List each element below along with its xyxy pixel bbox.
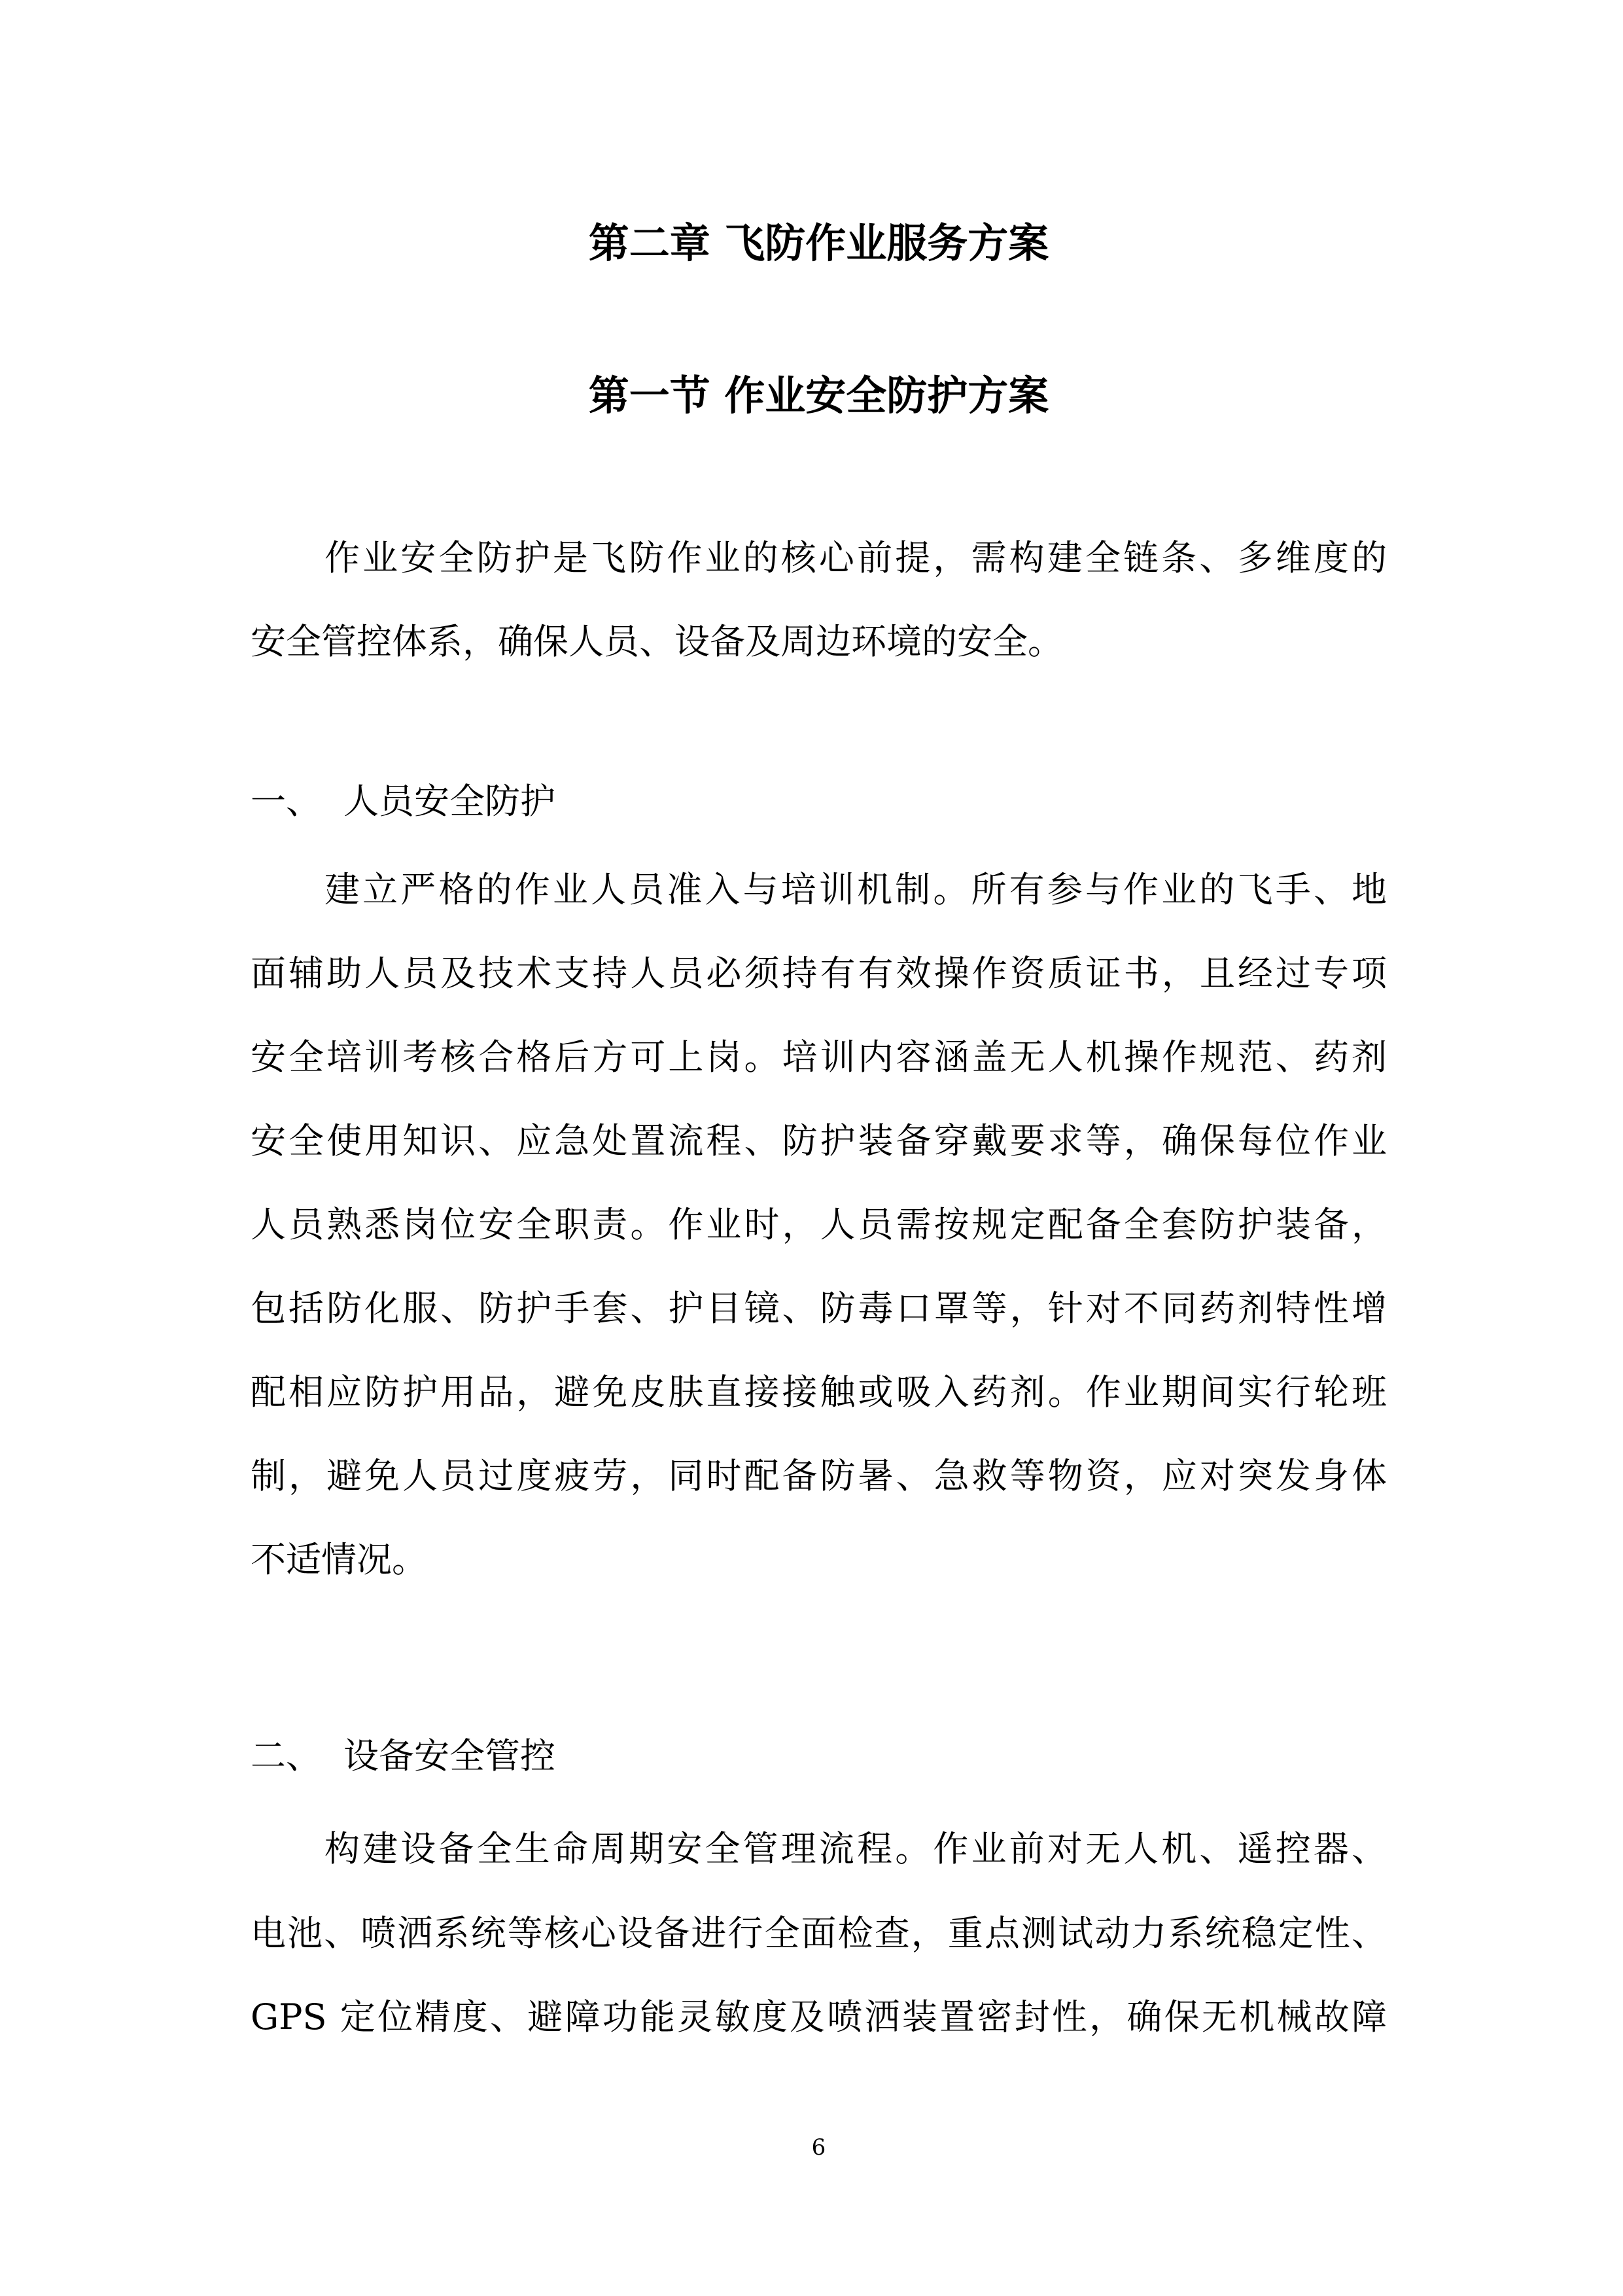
section-title: 第一节 作业安全防护方案 [588, 372, 1049, 419]
section-heading-text: 人员安全防护 [343, 781, 555, 822]
paragraph-line: 安全培训考核合格后方可上岗。培训内容涵盖无人机操作规范、药剂 [251, 1036, 1387, 1078]
page-number: 6 [811, 2134, 826, 2161]
paragraph-line: 制，避免人员过度疲劳，同时配备防暑、急救等物资，应对突发身体 [251, 1455, 1387, 1496]
paragraph-line: 电池、喷洒系统等核心设备进行全面检查，重点测试动力系统稳定性、 [251, 1913, 1387, 1954]
section-heading-text: 设备安全管控 [343, 1735, 555, 1776]
paragraph-line: 安全使用知识、应急处置流程、防护装备穿戴要求等，确保每位作业 [251, 1120, 1387, 1161]
section-number: 二、 [251, 1735, 321, 1776]
section-heading-2 [251, 1723, 1387, 1789]
paragraph-line: 配相应防护用品，避免皮肤直接接触或吸入药剂。作业期间实行轮班 [251, 1371, 1387, 1413]
paragraph-line: 人员熟悉岗位安全职责。作业时，人员需按规定配备全套防护装备， [251, 1204, 1387, 1245]
paragraph-line: 作业安全防护是飞防作业的核心前提，需构建全链条、多维度的 [324, 537, 1387, 578]
paragraph-line: GPS 定位精度、避障功能灵敏度及喷洒装置密封性，确保无机械故障 [251, 1996, 1387, 2038]
paragraph-line: 不适情况。 [251, 1539, 427, 1580]
paragraph-line: 包括防化服、防护手套、护目镜、防毒口罩等，针对不同药剂特性增 [251, 1288, 1387, 1329]
paragraph-line: 构建设备全生命周期安全管理流程。作业前对无人机、遥控器、 [324, 1828, 1387, 1869]
section-number: 一、 [251, 781, 321, 822]
paragraph-line: 面辅助人员及技术支持人员必须持有有效操作资质证书，且经过专项 [251, 953, 1387, 994]
section-heading-1 [251, 769, 1387, 834]
paragraph-line: 安全管控体系，确保人员、设备及周边环境的安全。 [251, 621, 1063, 662]
paragraph-line: 建立严格的作业人员准入与培训机制。所有参与作业的飞手、地 [324, 869, 1387, 910]
chapter-title: 第二章 飞防作业服务方案 [588, 219, 1049, 267]
